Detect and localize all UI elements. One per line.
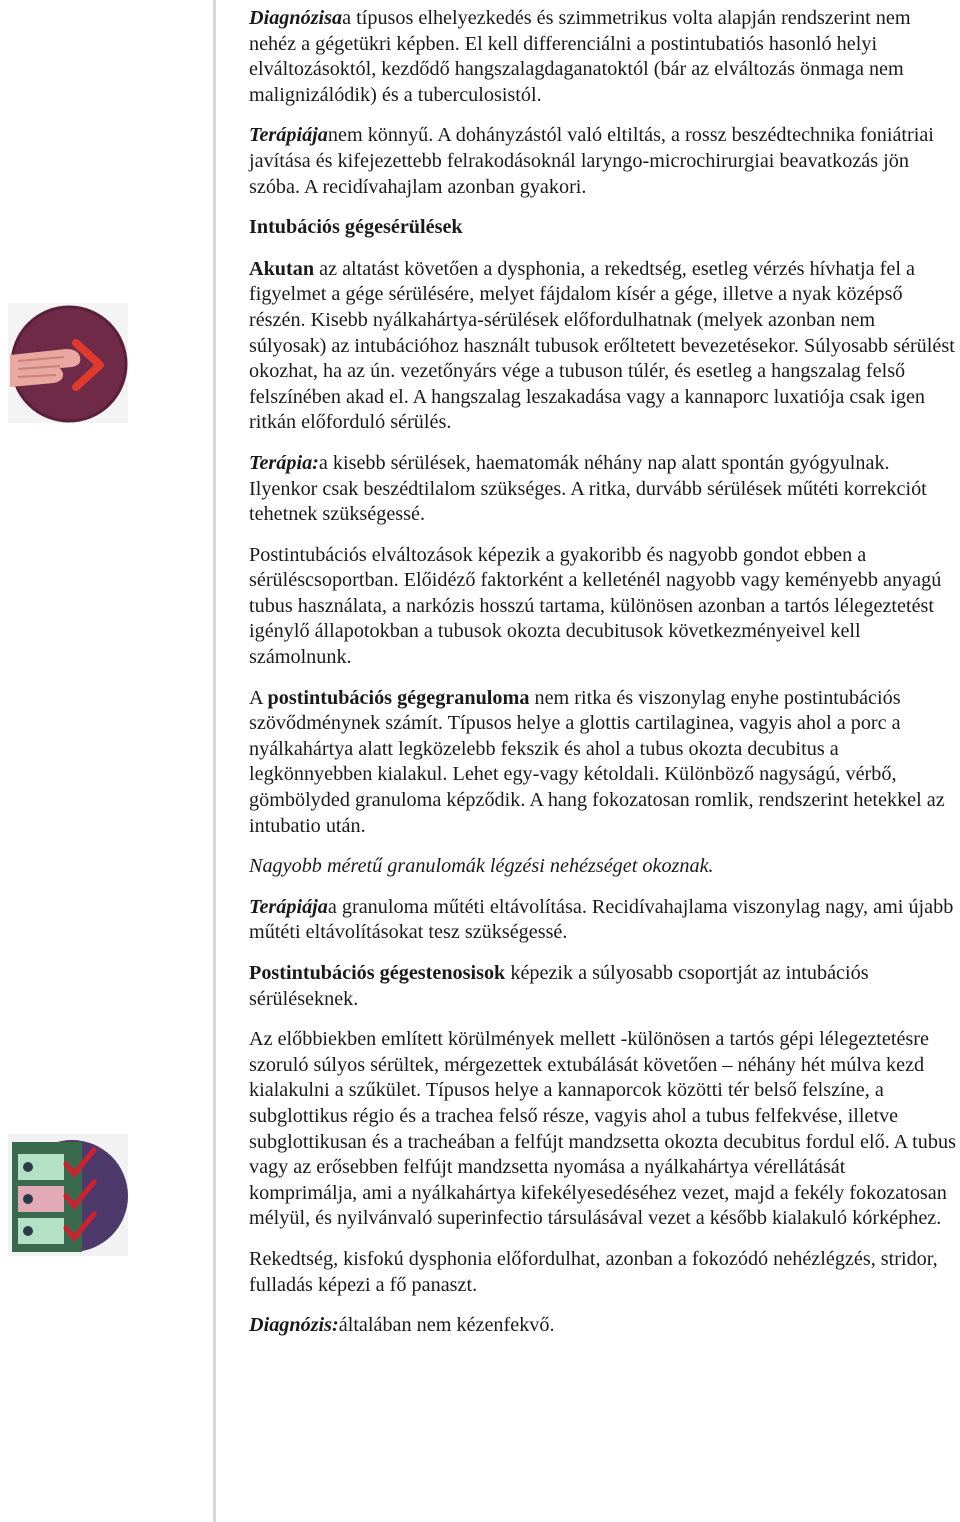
diagnosis-text: a típusos elhelyezkedés és szimmetrikus volta alapján rendszerint nem nehéz a gégetükri képben. El kell differenciálni a postintubatiós hasonló helyi elváltozásoktól, kezdődő hangszalagdaganatoktól (bár az elváltozás önmaga nem malignizálódik) és a tuberculosistól. <box>249 7 911 106</box>
therapy-lead: Terápiája <box>249 124 328 147</box>
postintubation-paragraph: Postintubációs elváltozások képezik a gyakoribb és nagyobb gondot ebben a sérüléscsoportban. Előidéző faktorként a kelleténél nagyobb vagy keményebb anyagú tubus használata, a narkózis hosszú tartama, különösen azonban a tartós lélegeztetést igénylő állapotokban a tubusok okozta decubitusok következményeivel kell számolnunk. <box>249 543 942 669</box>
stenosis-term: Postintubációs gégestenosisok <box>249 962 506 984</box>
therapy-minor-paragraph <box>249 451 957 528</box>
therapy-minor-lead: Terápia: <box>249 451 319 474</box>
diagnosis-final-paragraph <box>249 1313 957 1339</box>
therapy-text: nem könnyű. A dohányzástól való eltiltás, a rossz beszédtechnika foniátriai javítása és kifejezettebb felrakodásoknál laryngo-microchirurgiai beavatkozás jön szóba. A recidívahajlam azonban gyakori. <box>249 124 934 198</box>
stenosis-text: képezik a súlyosabb csoportját az intubációs sérüléseknek. <box>249 962 869 1010</box>
granuloma-text: nem ritka és viszonylag enyhe postintubációs szövődménynek számít. Típusos helye a glottis cartilaginea, vagyis ahol a porc a nyálkahártya alatt legközelebb fekszik és ahol a tubus okozta decubitus a legkönnyebben kialakul. Lehet egy-vagy kétoldali. Különböző nagyságú, vérbő, gömbölyded granuloma képződik. A hang fokozatosan romlik, rendszerint hetekkel az intubatio után. <box>249 686 945 837</box>
checklist-icon <box>8 1134 128 1256</box>
diagnosis-final-lead: Diagnózis: <box>249 1314 339 1337</box>
large-granuloma-note: Nagyobb méretű granulomák légzési nehézséget okoznak. <box>249 855 714 878</box>
pointing-hand-icon <box>8 303 128 423</box>
diagnosis-final-text: általában nem kézenfekvő. <box>338 1314 555 1337</box>
acute-paragraph <box>249 257 957 436</box>
stenosis-detail-paragraph: Az előbbiekben említett körülmények mellett -különösen a tartós gépi lélegeztetésre szoruló súlyos sérültek, mérgezettek extubálását követően – néhány hét múlva kezd kialakulni a szűkület. Típusos helye a kannaporcok közötti tér belső felszíne, a subglottikus régio és a trachea felső része, vagyis ahol a tubus felfekvése, illetve subglottikusan és a tracheában a felfújt mandzsetta okozta decubitus fordul elő. A tubus vagy az erősebben felfújt mandzsetta nyomása a nyálkahártya vérellátását komprimálja, ami a nyálkahártya kifekélyesedéséhez vezet, majd a fekély fokozatosan mélyül, és nyilvánvaló superinfectio társulásával vezet a később kialakuló kórképhez. <box>249 1028 956 1230</box>
granuloma-therapy-text: a granuloma műtéti eltávolítása. Recidívahajlama viszonylag nagy, ami újabb műtéti eltávolításokat tesz szükségessé. <box>249 895 954 944</box>
granuloma-paragraph <box>249 686 957 840</box>
acute-text: az altatást követően a dysphonia, a rekedtség, esetleg vérzés hívhatja fel a figyelmet a gége sérülésére, melyet fájdalom kísér a gége, illetve a nyak középső részén. Kisebb nyálkahártya-sérülések előfordulhatnak (melyek azonban nem súlyosak) az intubációhoz használt tubusok erőltetett bevezetésekor. Súlyosabb sérülést okozhat, ha az ún. vezetőnyárs vége a tubuson túlér, és esetleg a hangszalag felső felszínében akad el. A hangszalag leszakadása vagy a kannaporc luxatiója csak igen ritkán előforduló sérülés. <box>249 257 955 434</box>
stenosis-paragraph <box>249 961 957 1012</box>
therapy-paragraph <box>249 123 957 200</box>
diagnosis-lead: Diagnózisa <box>249 7 343 29</box>
section-heading: Intubációs gégesérülések <box>249 216 463 239</box>
margin-divider <box>213 0 216 1522</box>
granuloma-therapy-paragraph <box>249 895 957 946</box>
document-body <box>249 6 957 1354</box>
diagnosis-paragraph <box>249 6 957 108</box>
granuloma-pre: A <box>249 686 268 709</box>
symptoms-paragraph: Rekedtség, kisfokú dysphonia előfordulhat, azonban a fokozódó nehézlégzés, stridor, fulladás képezi a fő panaszt. <box>249 1247 938 1296</box>
granuloma-term: postintubációs gégegranuloma <box>267 686 530 709</box>
therapy-minor-text: a kisebb sérülések, haematomák néhány nap alatt spontán gyógyulnak. Ilyenkor csak beszédtilalom szükséges. A ritka, durvább sérülések műtéti korrekciót tehetnek szükségessé. <box>249 451 927 526</box>
acute-lead: Akutan <box>249 257 315 280</box>
granuloma-therapy-lead: Terápiája <box>249 895 328 918</box>
